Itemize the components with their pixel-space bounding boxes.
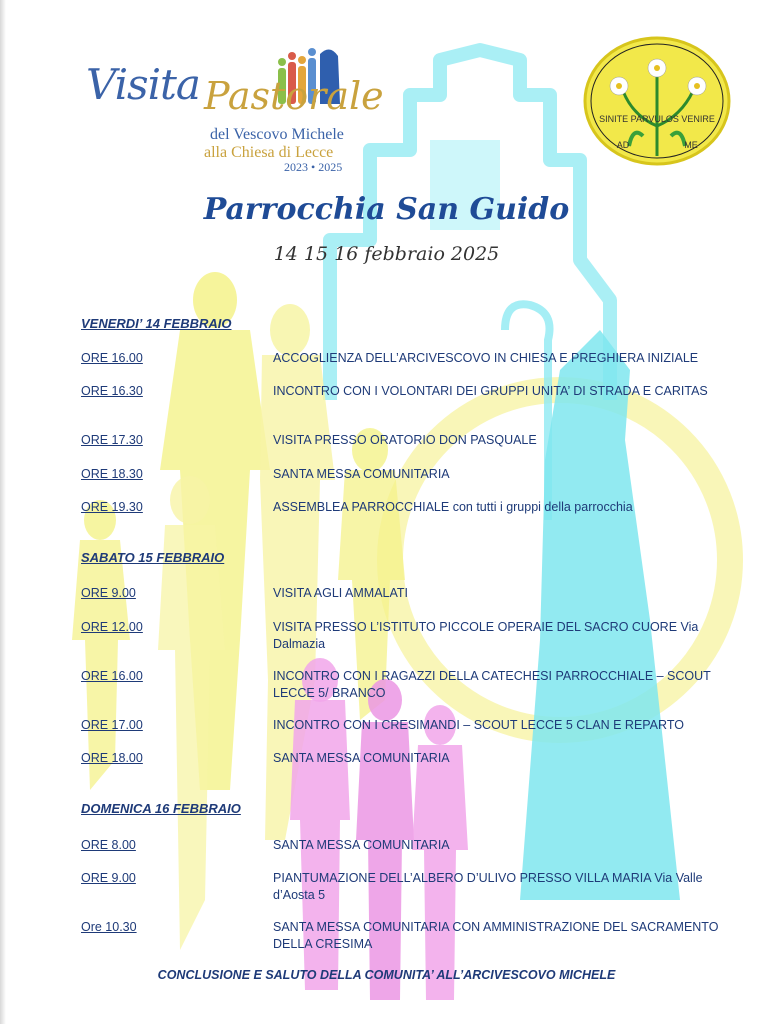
event-description: INCONTRO CON I RAGAZZI DELLA CATECHESI PARROCCHIALE – SCOUT LECCE 5/ BRANCO bbox=[273, 669, 711, 700]
event-time: ORE 9.00 bbox=[81, 871, 136, 885]
event-description: SANTA MESSA COMUNITARIA CON AMMINISTRAZIONE DEL SACRAMENTO DELLA CRESIMA bbox=[273, 920, 719, 951]
event-description-tail: con tutti i gruppi della parrocchia bbox=[449, 500, 633, 514]
day-heading-saturday: SABATO 15 FEBBRAIO bbox=[81, 550, 225, 565]
day-heading-friday: VENERDI’ 14 FEBBRAIO bbox=[81, 316, 232, 331]
event-description-group bbox=[273, 870, 723, 904]
event-description: PIANTUMAZIONE DELL’ALBERO D’ULIVO PRESSO VILLA MARIA bbox=[273, 871, 651, 885]
event-description-tail: Via Valle d’Aosta 5 bbox=[273, 871, 703, 902]
event-description: SANTA MESSA COMUNITARIA bbox=[273, 751, 450, 765]
logo-years: 2023 • 2025 bbox=[284, 160, 343, 174]
event-description: VISITA AGLI AMMALATI bbox=[273, 586, 408, 600]
event-description-group bbox=[273, 499, 723, 516]
event-description: SANTA MESSA COMUNITARIA bbox=[273, 467, 450, 481]
event-description: ACCOGLIENZA DELL’ARCIVESCOVO IN CHIESA E PREGHIERA INIZIALE bbox=[273, 351, 699, 365]
event-description-tail: Via Dalmazia bbox=[273, 620, 699, 651]
parish-seal bbox=[583, 36, 731, 166]
event-time: ORE 19.30 bbox=[81, 500, 143, 514]
event-time: ORE 12.00 bbox=[81, 620, 143, 634]
logo-pastorale-text: Pastorale bbox=[204, 74, 384, 118]
event-description: VISITA PRESSO ORATORIO DON PASQUALE bbox=[273, 433, 537, 447]
event-time: ORE 16.00 bbox=[81, 669, 143, 683]
event-time: ORE 18.00 bbox=[81, 751, 143, 765]
event-description: VISITA PRESSO L’ISTITUTO PICCOLE OPERAIE DEL SACRO CUORE bbox=[273, 620, 678, 634]
logo-line1: del Vescovo Michele bbox=[210, 126, 344, 143]
day-heading-sunday: DOMENICA 16 FEBBRAIO bbox=[81, 801, 241, 816]
event-time: ORE 17.00 bbox=[81, 718, 143, 732]
logo-line2: alla Chiesa di Lecce bbox=[204, 144, 334, 161]
page-title: Parrocchia San Guido bbox=[203, 192, 570, 227]
event-time: ORE 8.00 bbox=[81, 838, 136, 852]
event-time: ORE 9.00 bbox=[81, 586, 136, 600]
seal-motto-left: AD bbox=[616, 140, 630, 150]
event-time: ORE 17.30 bbox=[81, 433, 143, 447]
event-description: ASSEMBLEA PARROCCHIALE bbox=[273, 500, 450, 514]
visita-pastorale-logo bbox=[86, 44, 386, 174]
event-description: SANTA MESSA COMUNITARIA bbox=[273, 838, 450, 852]
event-time: Ore 10.30 bbox=[81, 920, 137, 934]
seal-motto-right: ME bbox=[684, 140, 698, 150]
seal-motto-top: SINITE PARVULOS VENIRE bbox=[599, 114, 715, 124]
event-time: ORE 16.00 bbox=[81, 351, 143, 365]
event-description-group bbox=[273, 619, 723, 653]
event-time: ORE 18.30 bbox=[81, 467, 143, 481]
event-time: ORE 16.30 bbox=[81, 384, 143, 398]
event-dates: 14 15 16 febbraio 2025 bbox=[273, 243, 500, 265]
closing-note: CONCLUSIONE E SALUTO DELLA COMUNITA’ ALL’ARCIVESCOVO MICHELE bbox=[157, 968, 616, 982]
event-description: INCONTRO CON I CRESIMANDI – SCOUT LECCE 5 CLAN E REPARTO bbox=[273, 718, 684, 732]
event-description: INCONTRO CON I VOLONTARI DEI GRUPPI UNITA’ DI STRADA E CARITAS bbox=[273, 384, 708, 398]
logo-visita-text: Visita bbox=[86, 60, 200, 109]
